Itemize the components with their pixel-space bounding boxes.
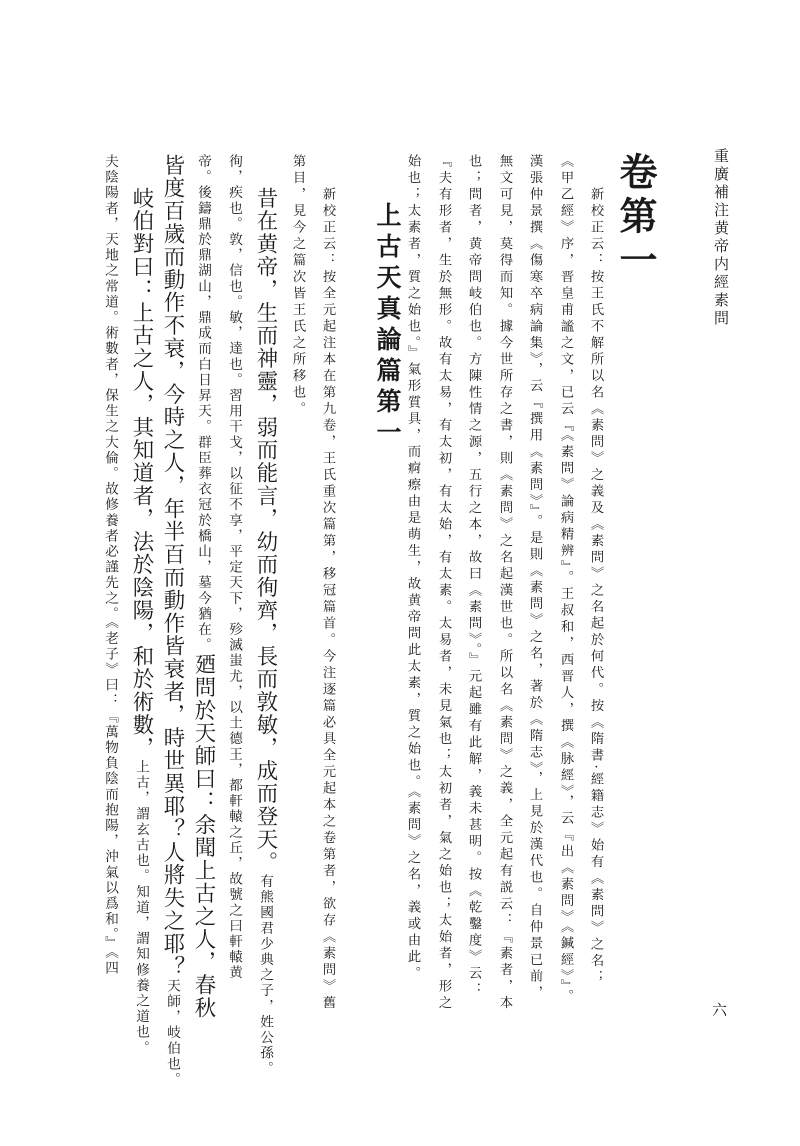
main-text: 皆度百歲而動作不衰，今時之人，年半百而動作皆衰者，時世異耶？人將失之耶？ — [160, 154, 185, 979]
page-number: 六 — [710, 1002, 728, 1017]
preface-column: 《甲乙經》序，晋皇甫謐之文，已云『《素問》論病精辨』。王叔和，西晋人，撰《脉經》，云『出《素問》《鍼經》』。 — [558, 154, 573, 1006]
commentary-text: 上古，謂玄古也。知道，謂知修養之道也。 — [133, 759, 149, 1056]
main-text: 昔在黄帝，生而神靈，弱而能言，幼而徇齊，長而敦敏，成而登天。 — [253, 187, 278, 874]
body-text-column — [217, 154, 245, 1034]
body-text-column — [124, 187, 152, 1067]
preface-column: 漢張仲景撰《傷寒卒病論集》，云『撰用《素問》』。是則《素問》之名，著於《隋志》，上見於漢代也。自仲景已前， — [527, 154, 542, 1002]
body-text-column — [248, 187, 278, 1077]
volume-heading: 卷第一 — [613, 152, 658, 284]
preface-column: 『夫有形者，生於無形。故有太易，有太初，有太始，有太素。太易者，未見氣也；太初者，氣之始也；太始者，形之 — [436, 154, 451, 1012]
body-text-column — [93, 154, 121, 1034]
chapter-note-column: 第目，見今之篇次皆王氏之所移也。 — [290, 154, 305, 418]
body-text-column — [155, 154, 185, 1088]
commentary-text: 夫陰陽者，天地之常道。術數者，保生之大倫。故修養者必謹先之。《老子》曰：『萬物負陰而抱陽，沖氣以爲和。』《四 — [102, 154, 118, 976]
preface-column: 也；問者，黄帝問岐伯也。方陳性情之源，五行之本，故曰《素問》。』元起雖有此解，義未甚明。按《乾鑿度》云： — [466, 154, 481, 999]
commentary-text: 天師，岐伯也。 — [164, 978, 180, 1088]
running-header: 重廣補注黄帝内經素問 — [712, 148, 730, 328]
body-text-column — [186, 154, 214, 1034]
main-text: 廼問於天師曰：余聞上古之人，春秋 — [191, 653, 216, 1020]
chapter-note-column: 新校正云：按全元起注本在第九卷，王氏重次篇第，移冠篇首。今注逐篇必具全元起本之卷第者，欲存《素問》舊 — [320, 187, 335, 1012]
preface-column: 新校正云：按王氏不解所以名《素問》之義及《素問》之名起於何代。按《隋書·經籍志》始有《素問》之名； — [588, 187, 603, 987]
chapter-title: 上古天真論篇第一 — [373, 202, 402, 450]
commentary-text: 有熊國君少典之子，姓公孫。 — [257, 874, 273, 1077]
commentary-text: 徇，疾也。敦，信也。敏，達也。習用干戈，以征不享，平定天下，殄滅蚩尤，以土德王，都軒轅之丘，故號之曰軒轅黄 — [226, 154, 242, 981]
preface-column: 始也；太素者，質之始也。』氣形質具，而痾瘵由是萌生，故黄帝問此太素，質之始也。《素問》之名，義或由此。 — [405, 154, 420, 983]
commentary-text: 帝。後鑄鼎於鼎湖山，鼎成而白日昇天。群臣葬衣冠於橋山，墓今猶在。 — [195, 154, 211, 654]
preface-column: 無文可見，莫得而知。據今世所存之書，則《素問》之名起漢世也。所以名《素問》之義，全元起有説云：『素者，本 — [497, 154, 512, 1012]
main-text: 岐伯對曰：上古之人，其知道者，法於陰陽，和於術數， — [129, 187, 154, 760]
